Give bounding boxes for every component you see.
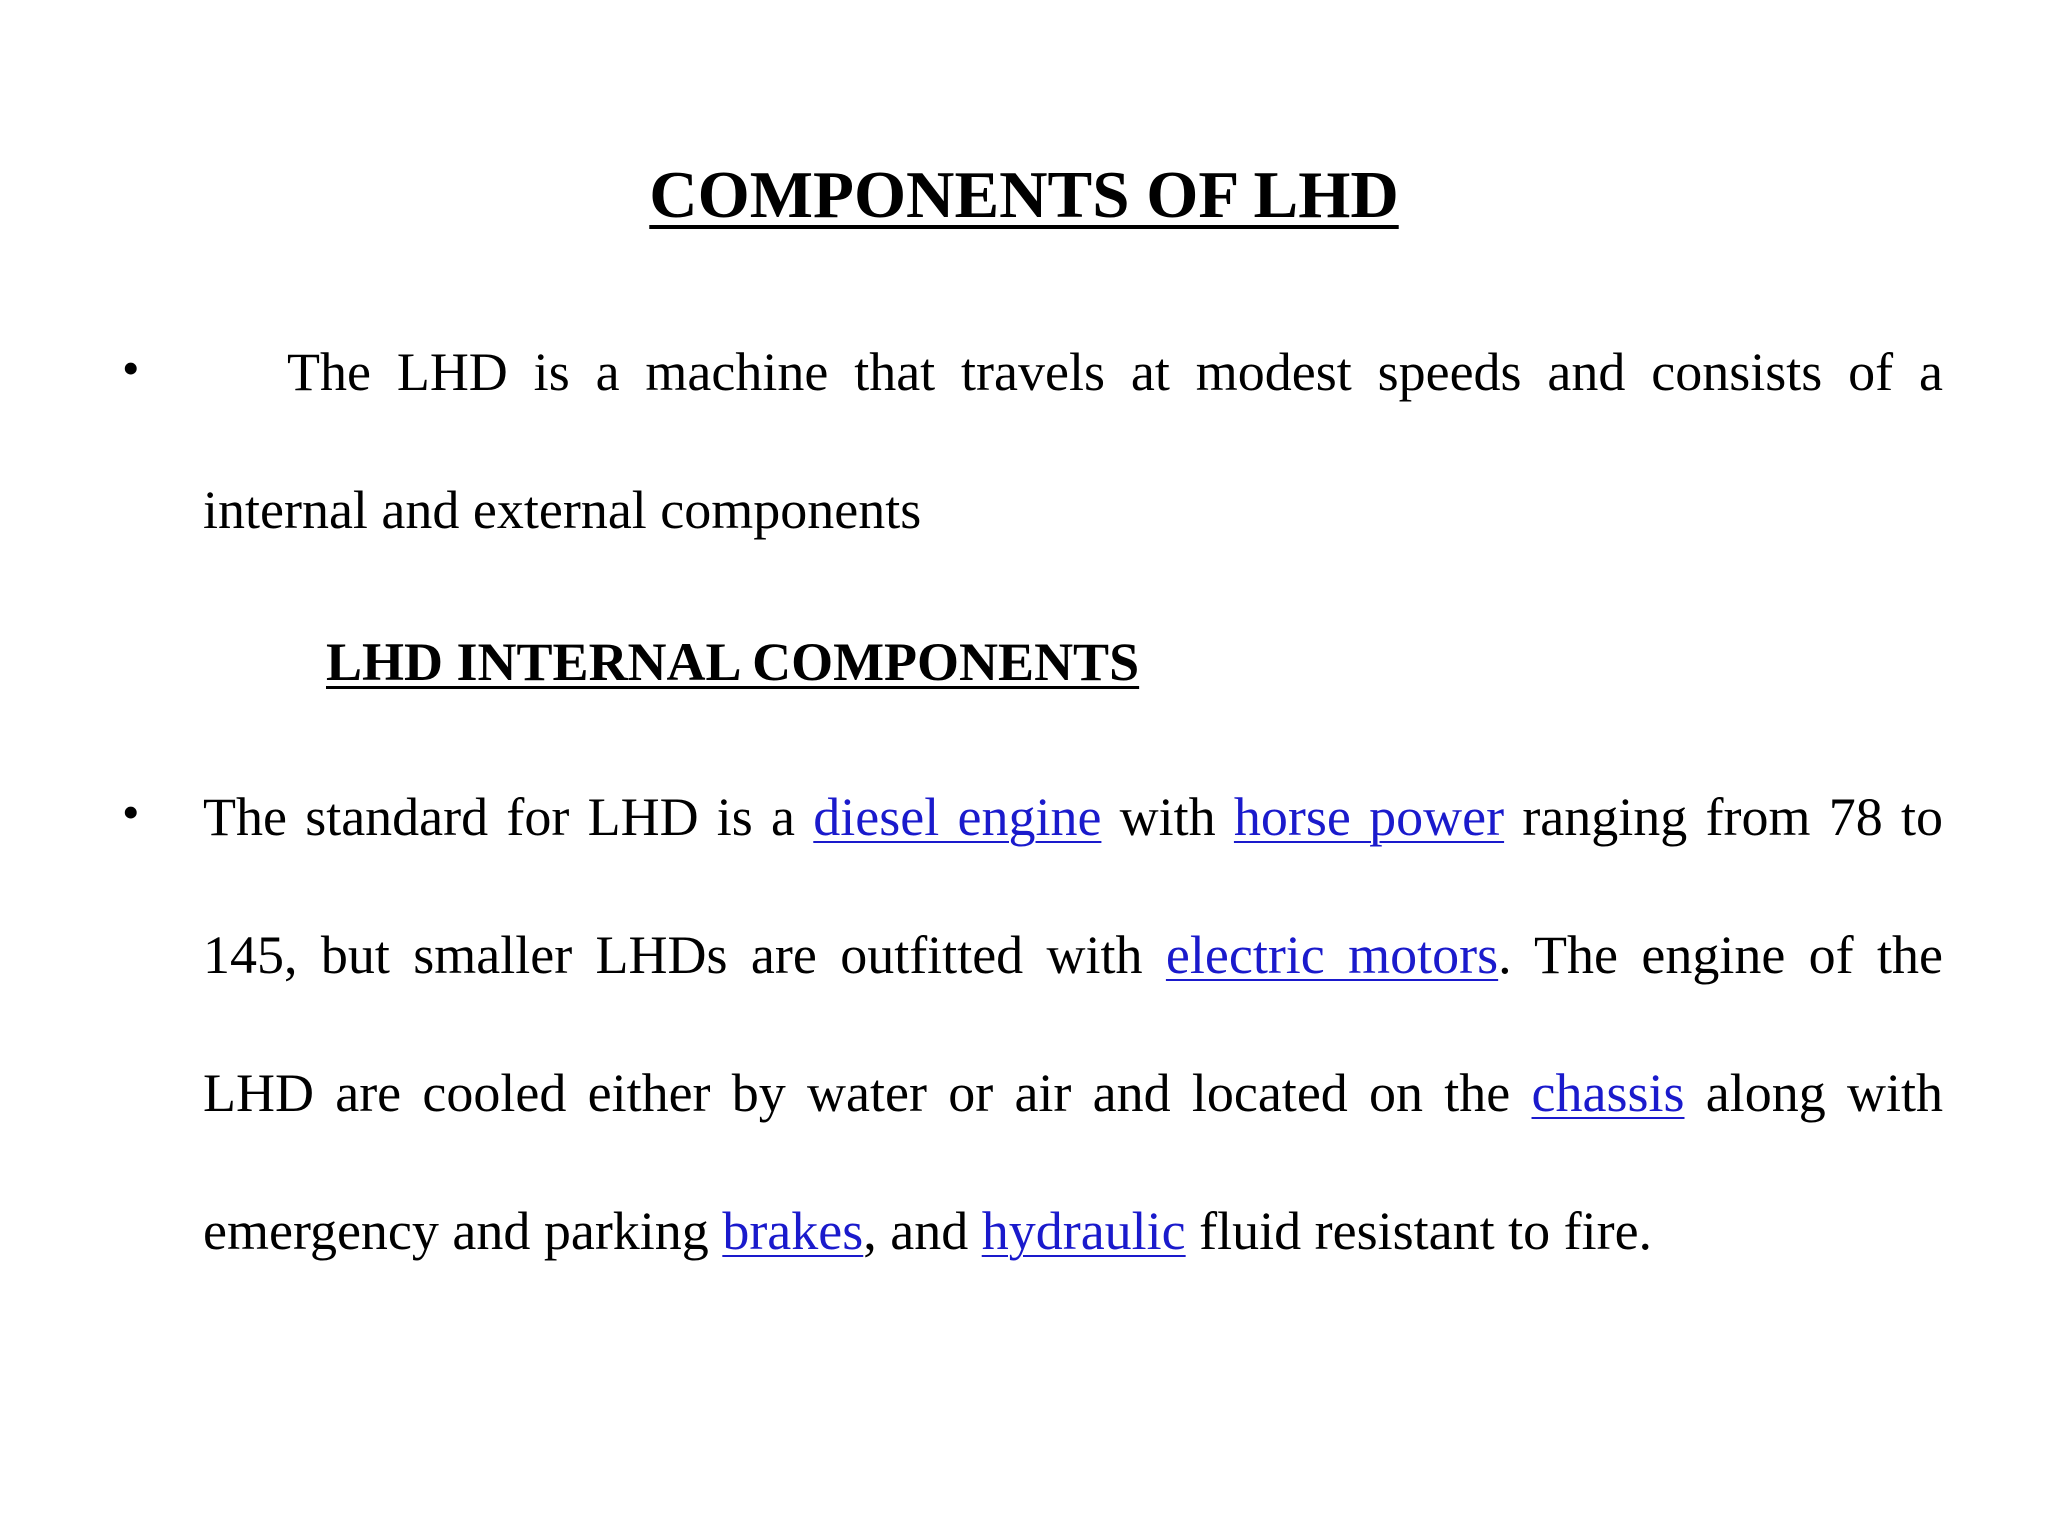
intro-paragraph bbox=[203, 303, 1943, 579]
page-title-text: COMPONENTS OF LHD bbox=[649, 158, 1399, 232]
internal-text-1: The standard for LHD is a bbox=[203, 787, 814, 847]
internal-text-6: , and bbox=[863, 1201, 982, 1261]
page-title bbox=[0, 150, 2048, 240]
internal-text-5: along with emergency and parking bbox=[203, 1063, 1943, 1261]
bullet-1: • bbox=[122, 340, 140, 396]
section-heading-internal-text: LHD INTERNAL COMPONENTS bbox=[326, 632, 1140, 692]
diesel-engine-link[interactable]: diesel engine bbox=[813, 787, 1102, 847]
internal-text-3: ranging from 78 to 145, but smaller LHDs are outfitted with bbox=[203, 787, 1943, 985]
internal-text-4: . The engine of the LHD are cooled either by water or air and located on the bbox=[203, 925, 1943, 1123]
chassis-link[interactable]: chassis bbox=[1531, 1063, 1685, 1123]
electric-motors-link[interactable]: electric motors bbox=[1165, 925, 1499, 985]
horse-power-link[interactable]: horse power bbox=[1233, 787, 1505, 847]
bullet-2: • bbox=[122, 784, 140, 840]
internal-text-2: with bbox=[1101, 787, 1234, 847]
section-heading-internal bbox=[326, 622, 1139, 702]
internal-text-7: fluid resistant to fire. bbox=[1185, 1201, 1653, 1261]
hydraulic-link[interactable]: hydraulic bbox=[981, 1201, 1186, 1261]
internal-components-paragraph bbox=[203, 748, 1943, 1300]
brakes-link[interactable]: brakes bbox=[722, 1201, 864, 1261]
intro-text: The LHD is a machine that travels at modest speeds and consists of a internal and external components bbox=[203, 342, 1943, 540]
